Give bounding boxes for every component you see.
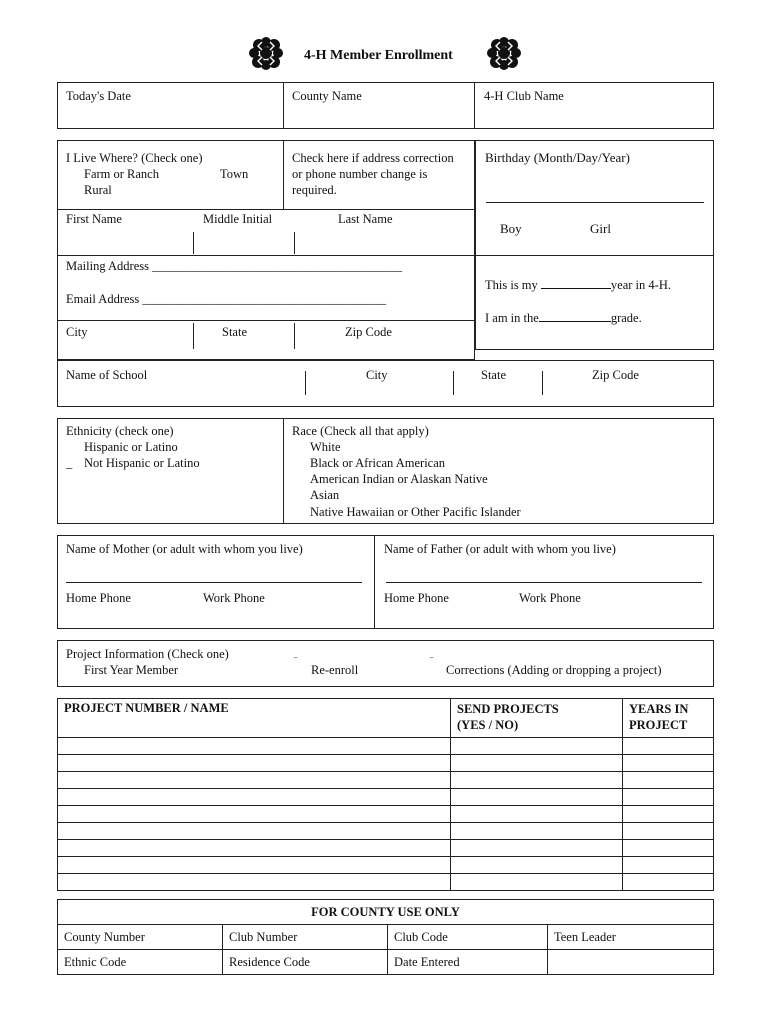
county-use-blank-cell[interactable] xyxy=(548,950,714,975)
table-row[interactable] xyxy=(58,857,714,874)
years-in-project-subheader: PROJECT xyxy=(629,718,688,732)
date-entered-field[interactable]: Date Entered xyxy=(388,950,548,975)
race-option-black[interactable]: Black or African American xyxy=(310,456,446,470)
page-title: 4-H Member Enrollment xyxy=(304,48,453,63)
project-table xyxy=(57,698,714,891)
years-in-project-header: YEARS IN xyxy=(629,702,689,716)
father-work-phone-field[interactable]: Work Phone xyxy=(519,591,581,605)
ethnicity-label: Ethnicity (check one) xyxy=(66,424,174,438)
address-correction-line-3: required. xyxy=(292,183,337,197)
zip-code-field[interactable]: Zip Code xyxy=(345,325,392,339)
table-row[interactable] xyxy=(58,840,714,857)
mother-home-phone-field[interactable]: Home Phone xyxy=(66,591,131,605)
email-address-field[interactable]: Email Address _______________________________________ xyxy=(66,292,387,306)
rural-option[interactable]: Rural xyxy=(84,183,112,197)
father-name-label: Name of Father (or adult with whom you live) xyxy=(384,542,616,556)
club-number-field[interactable]: Club Number xyxy=(223,925,388,950)
ethnicity-hispanic-option[interactable]: Hispanic or Latino xyxy=(84,440,178,454)
race-option-white[interactable]: White xyxy=(310,440,341,454)
first-name-field[interactable]: First Name xyxy=(66,212,122,226)
table-row[interactable] xyxy=(58,772,714,789)
corrections-checkbox[interactable]: ‾ xyxy=(430,658,434,669)
birthday-line[interactable] xyxy=(486,202,704,203)
birthday-label: Birthday (Month/Day/Year) xyxy=(485,150,630,165)
first-year-checkbox[interactable]: ‾ xyxy=(68,658,72,669)
send-projects-header: SEND PROJECTS xyxy=(457,702,559,716)
project-info-label: Project Information (Check one) xyxy=(66,647,229,661)
residence-code-field[interactable]: Residence Code xyxy=(223,950,388,975)
project-name-header: PROJECT NUMBER / NAME xyxy=(64,701,229,715)
reenroll-option[interactable]: Re-enroll xyxy=(311,663,359,677)
last-name-field[interactable]: Last Name xyxy=(338,212,393,226)
ethnicity-not-hispanic-option[interactable]: Not Hispanic or Latino xyxy=(84,456,200,470)
project-table-header xyxy=(58,699,714,738)
header-info-box xyxy=(57,82,714,129)
school-zip-field[interactable]: Zip Code xyxy=(592,368,639,382)
father-home-phone-field[interactable]: Home Phone xyxy=(384,591,449,605)
county-number-field[interactable]: County Number xyxy=(58,925,223,950)
county-name-field[interactable]: County Name xyxy=(292,89,362,103)
county-use-table xyxy=(57,899,714,975)
address-correction-line-2: or phone number change is xyxy=(292,167,428,181)
father-name-line[interactable] xyxy=(386,582,702,583)
mother-work-phone-field[interactable]: Work Phone xyxy=(203,591,265,605)
club-name-field[interactable]: 4-H Club Name xyxy=(484,89,564,103)
corrections-option[interactable]: Corrections (Adding or dropping a project) xyxy=(446,663,662,677)
club-code-field[interactable]: Club Code xyxy=(388,925,548,950)
first-year-option[interactable]: First Year Member xyxy=(84,663,179,677)
table-row[interactable] xyxy=(58,823,714,840)
table-row[interactable] xyxy=(58,755,714,772)
live-where-label: I Live Where? (Check one) xyxy=(66,151,203,165)
table-row[interactable] xyxy=(58,738,714,755)
school-city-field[interactable]: City xyxy=(366,368,388,382)
boy-option[interactable]: Boy xyxy=(500,221,522,236)
race-option-pacific-islander[interactable]: Native Hawaiian or Other Pacific Islander xyxy=(310,505,521,519)
grade-field[interactable]: I am in the grade. xyxy=(485,311,642,325)
teen-leader-field[interactable]: Teen Leader xyxy=(548,925,714,950)
address-correction-line-1[interactable]: Check here if address correction xyxy=(292,151,454,165)
middle-initial-field[interactable]: Middle Initial xyxy=(203,212,273,226)
school-state-field[interactable]: State xyxy=(481,368,506,382)
table-row[interactable] xyxy=(58,789,714,806)
todays-date-field[interactable]: Today's Date xyxy=(66,89,131,103)
county-use-header: FOR COUNTY USE ONLY xyxy=(58,900,714,925)
clover-icon-right xyxy=(486,36,522,72)
farm-option[interactable]: Farm or Ranch xyxy=(84,167,159,181)
girl-option[interactable]: Girl xyxy=(590,221,611,236)
mother-name-line[interactable] xyxy=(66,582,362,583)
town-option[interactable]: Town xyxy=(220,167,249,181)
school-name-field[interactable]: Name of School xyxy=(66,368,148,382)
ethnicity-checkbox-mark[interactable]: _ xyxy=(66,456,73,470)
mailing-address-field[interactable]: Mailing Address ________________________________________ xyxy=(66,259,403,273)
city-field[interactable]: City xyxy=(66,325,88,339)
ethnic-code-field[interactable]: Ethnic Code xyxy=(58,950,223,975)
mother-name-label: Name of Mother (or adult with whom you live) xyxy=(66,542,303,556)
race-option-american-indian[interactable]: American Indian or Alaskan Native xyxy=(310,472,488,486)
clover-icon-left xyxy=(248,36,284,72)
table-row[interactable] xyxy=(58,806,714,823)
reenroll-checkbox[interactable]: ‾ xyxy=(294,658,298,669)
race-label: Race (Check all that apply) xyxy=(292,424,429,438)
race-option-asian[interactable]: Asian xyxy=(310,488,340,502)
send-projects-subheader: (YES / NO) xyxy=(457,718,519,732)
table-row[interactable] xyxy=(58,874,714,891)
state-field[interactable]: State xyxy=(222,325,247,339)
year-in-4h-field[interactable]: This is my year in 4-H. xyxy=(485,278,671,292)
